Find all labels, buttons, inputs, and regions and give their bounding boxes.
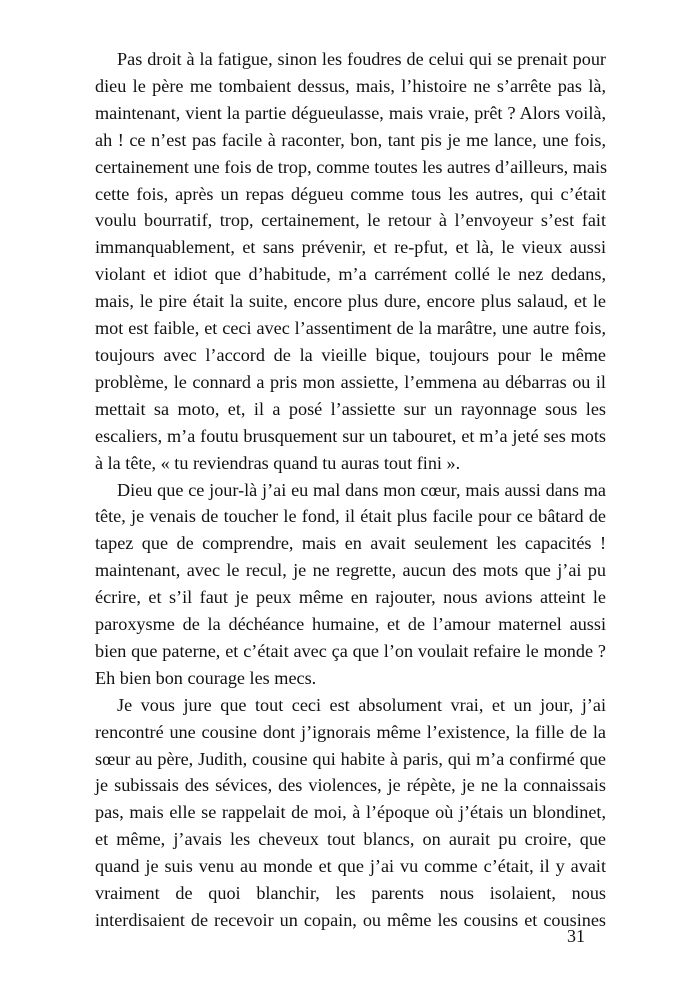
- text-line: problème, le connard a pris mon assiette, l’emmena au débarras ou il: [95, 371, 606, 392]
- text-line: violant et idiot que d’habitude, m’a carrément collé le nez dedans,: [95, 264, 606, 285]
- text-line: et même, j’avais les cheveux tout blancs, on aurait pu croire, que: [95, 829, 606, 850]
- paragraph: [95, 46, 606, 477]
- text-line: escaliers, m’a foutu brusquement sur un tabouret, et m’a jeté ses mots: [95, 425, 606, 446]
- text-line: immanquablement, et sans prévenir, et re-pfut, et là, le vieux aussi: [95, 237, 606, 258]
- text-line: cette fois, après un repas dégueu comme tous les autres, qui c’était: [95, 183, 606, 204]
- text-line: Pas droit à la fatigue, sinon les foudres de celui qui se prenait pour: [117, 49, 606, 69]
- text-line: écrire, et s’il faut je peux même en rajouter, nous avions atteint le: [95, 587, 606, 608]
- text-line: certainement une fois de trop, comme toutes les autres d’ailleurs, mais: [95, 156, 608, 177]
- text-line: maintenant, vient la partie dégueulasse, mais vraie, prêt ? Alors voilà,: [95, 102, 606, 123]
- text-line: à la tête, « tu reviendras quand tu auras tout fini ».: [95, 452, 461, 473]
- text-line: mot est faible, et ceci avec l’assentiment de la marâtre, une autre fois,: [95, 318, 606, 339]
- text-line: mettait sa moto, et, il a posé l’assiette sur un rayonnage sous les: [95, 398, 606, 419]
- text-line: Eh bien bon courage les mecs.: [95, 667, 317, 688]
- text-line: bien que paterne, et c’était avec ça que l’on voulait refaire le monde ?: [95, 640, 606, 661]
- text-line: sœur au père, Judith, cousine qui habite à paris, qui m’a confirmé que: [95, 748, 606, 769]
- text-line: quand je suis venu au monde et que j’ai vu comme c’était, il y avait: [95, 856, 606, 877]
- text-line: je subissais des sévices, des violences, je répète, je ne la connaissais: [95, 775, 606, 796]
- paragraph: [95, 477, 606, 692]
- text-line: ah ! ce n’est pas facile à raconter, bon, tant pis je me lance, une fois,: [95, 129, 606, 150]
- text-line: mais, le pire était la suite, encore plus dure, encore plus salaud, et le: [95, 291, 606, 312]
- text-line: tapez que de comprendre, mais en avait seulement les capacités !: [95, 533, 606, 554]
- text-line: tête, je venais de toucher le fond, il était plus facile pour ce bâtard de: [95, 506, 606, 527]
- text-line: interdisaient de recevoir un copain, ou même les cousins et cousines: [95, 910, 606, 930]
- text-line: maintenant, avec le recul, je ne regrette, aucun des mots que j’ai pu: [95, 560, 606, 581]
- text-line: Dieu que ce jour-là j’ai eu mal dans mon cœur, mais aussi dans ma: [117, 479, 606, 500]
- text-line: dieu le père me tombaient dessus, mais, l’histoire ne s’arrête pas là,: [95, 75, 606, 96]
- paragraph: [95, 692, 606, 934]
- page-number: 31: [567, 926, 585, 946]
- text-line: vraiment de quoi blanchir, les parents nous isolaient, nous: [95, 883, 606, 904]
- text-line: voulu bourratif, trop, certainement, le retour à l’envoyeur s’est fait: [95, 210, 606, 231]
- text-line: toujours avec l’accord de la vieille bique, toujours pour le même: [95, 344, 606, 365]
- text-line: rencontré une cousine dont j’ignorais même l’existence, la fille de la: [95, 721, 606, 742]
- text-line: pas, mais elle se rappelait de moi, à l’époque où j’étais un blondinet,: [95, 802, 606, 823]
- text-line: paroxysme de la déchéance humaine, et de l’amour maternel aussi: [95, 614, 606, 635]
- text-line: Je vous jure que tout ceci est absolument vrai, et un jour, j’ai: [117, 694, 606, 715]
- body-text: [95, 46, 606, 934]
